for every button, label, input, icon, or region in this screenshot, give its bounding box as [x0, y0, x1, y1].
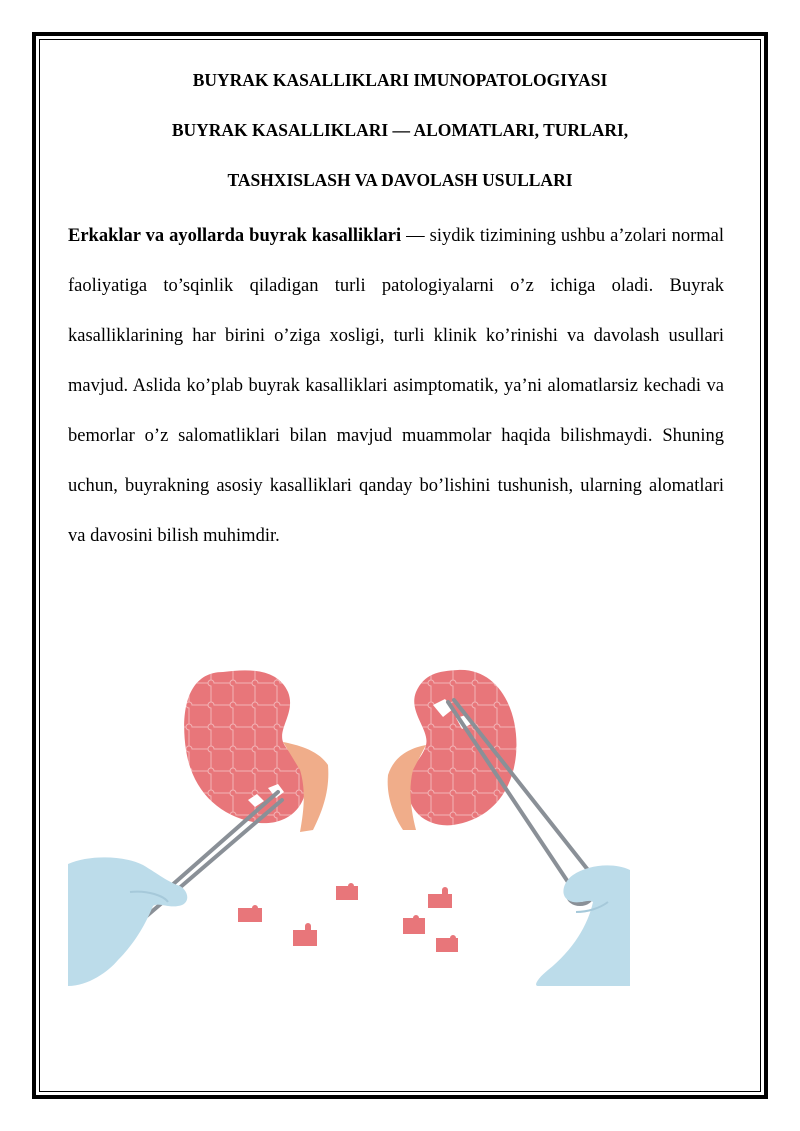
- document-subtitle-line-2: TASHXISLASH VA DAVOLASH USULLARI: [227, 170, 573, 190]
- kidney-puzzle-illustration: [68, 650, 630, 986]
- left-gloved-hand: [68, 857, 187, 986]
- right-gloved-hand: [536, 865, 630, 986]
- document-title: BUYRAK KASALLIKLARI IMUNOPATOLOGIYASI: [192, 70, 608, 90]
- intro-paragraph: [68, 211, 724, 561]
- left-kidney: [184, 670, 328, 832]
- intro-lead-bold: Erkaklar va ayollarda buyrak kasalliklari: [68, 226, 402, 246]
- scattered-puzzle-pieces: [238, 883, 458, 952]
- intro-body-text: — siydik tizimining ushbu a’zolari normal faoliyatiga to’sqinlik qiladigan turli patologiyalarni o’z ichiga oladi. Buyrak kasalliklarining har birini o’ziga xosligi, turli klinik ko’rinishi va davolash usullari mavjud. Aslida ko’plab buyrak kasalliklari asimptomatik, ya’ni alomatlarsiz kechadi va bemorlar o’z salomatliklari bilan mavjud muammolar haqida bilishmaydi. Shuning uchun, buyrakning asosiy kasalliklari qanday bo’lishini tushunish, ularning alomatlari va davosini bilish muhimdir.: [68, 226, 724, 546]
- document-subtitle-line-1: BUYRAK KASALLIKLARI — ALOMATLARI, TURLARI,: [171, 120, 629, 140]
- right-kidney: [388, 670, 517, 830]
